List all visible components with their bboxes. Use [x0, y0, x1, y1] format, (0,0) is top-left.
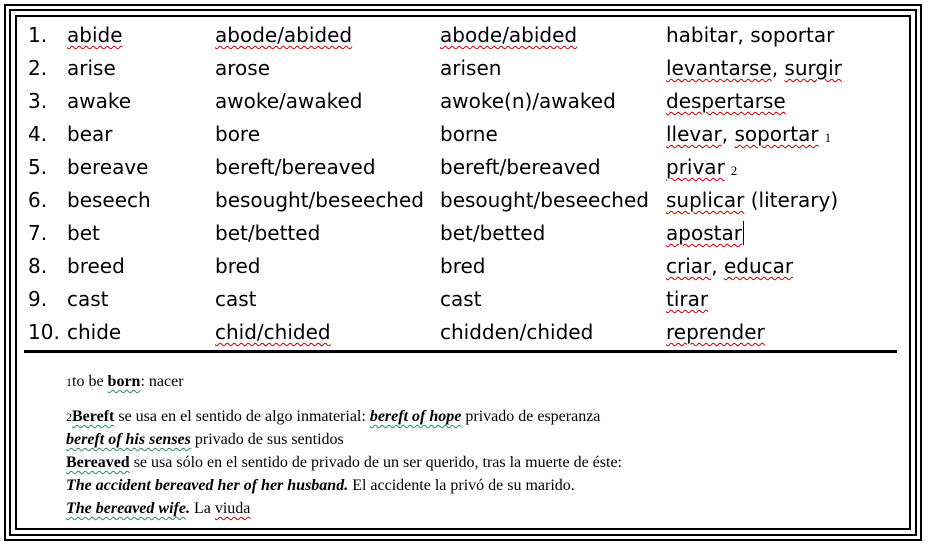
row-number: 6. [28, 188, 48, 212]
past-form: bore [215, 122, 261, 146]
footnote-bold: Bereft [72, 408, 115, 425]
base-form: cast [67, 287, 109, 311]
footnotes [66, 370, 886, 520]
footnote-2-line-2 [66, 428, 886, 451]
footnote-example: The bereaved wife [66, 500, 186, 517]
footnote-2-line-5 [66, 497, 886, 520]
table-row [28, 185, 898, 218]
footnote-bold: Bereaved [66, 454, 130, 471]
participle-form: cast [440, 287, 482, 311]
row-number: 9. [28, 287, 48, 311]
table-row [28, 53, 898, 86]
footnote-2-line-3 [66, 451, 886, 474]
base-form: bear [67, 122, 113, 146]
footnote-marker: 2 [66, 410, 72, 424]
footnote-2-line-4 [66, 474, 886, 497]
base-form: awake [67, 89, 132, 113]
footnote-punctuation: . [185, 500, 190, 517]
past-form: bred [215, 254, 261, 278]
meaning-part: llevar [666, 122, 722, 146]
table-row [28, 218, 898, 251]
meaning-part: suplicar [666, 188, 745, 212]
base-form: beseech [67, 188, 151, 212]
past-form: abode/abided [215, 23, 353, 47]
meaning-part: surgir [784, 56, 842, 80]
past-form: cast [215, 287, 257, 311]
row-number: 8. [28, 254, 48, 278]
footnote-text: se usa en el sentido de algo inmaterial: [114, 408, 370, 425]
participle-form: arisen [440, 56, 502, 80]
meaning-separator: , [771, 56, 785, 80]
footnote-text: to be [72, 373, 108, 390]
meaning: reprender [666, 320, 765, 344]
base-form: chide [67, 320, 122, 344]
base-form: arise [67, 56, 116, 80]
participle-form: abode/abided [440, 23, 578, 47]
meaning: despertarse [666, 89, 786, 113]
participle-form: bred [440, 254, 486, 278]
meaning [666, 218, 744, 248]
meaning-part: privar [666, 155, 725, 179]
table-row [28, 152, 898, 185]
table-row [28, 284, 898, 317]
past-form: bet/betted [215, 221, 321, 245]
participle-form: borne [440, 122, 498, 146]
table-row [28, 317, 898, 350]
participle-form: chidden/chided [440, 320, 594, 344]
meaning-part: criar [666, 254, 712, 278]
row-number: 5. [28, 155, 48, 179]
footnote-reference: 2 [730, 163, 738, 178]
table-row [28, 20, 898, 53]
footnote-word: viuda [214, 500, 251, 517]
footnote-example: bereft of hope [369, 408, 462, 425]
meaning: tirar [666, 287, 709, 311]
past-form: bereft/bereaved [215, 155, 376, 179]
text-cursor [743, 221, 744, 245]
row-number: 4. [28, 122, 48, 146]
past-form: arose [215, 56, 270, 80]
footnote-bold: born [107, 373, 141, 390]
footnote-2 [66, 405, 886, 428]
row-number: 2. [28, 56, 48, 80]
participle-form: besought/beseeched [440, 188, 649, 212]
meaning [666, 251, 793, 281]
meaning [666, 119, 831, 153]
footnote-text: privado de sus sentidos [190, 431, 344, 448]
meaning-part: levantarse [666, 56, 772, 80]
irregular-verbs-table [28, 20, 898, 350]
meaning-part: educar [723, 254, 794, 278]
section-divider [24, 350, 897, 353]
row-number: 3. [28, 89, 48, 113]
base-form: abide [67, 23, 123, 47]
footnote-example: The accident bereaved her of her husband. [66, 477, 349, 494]
past-form: awoke/awaked [215, 89, 363, 113]
base-form: breed [67, 254, 125, 278]
row-number: 10. [28, 320, 60, 344]
participle-form: bet/betted [440, 221, 546, 245]
row-number: 1. [28, 23, 48, 47]
base-form: bereave [67, 155, 149, 179]
footnote-text: : nacer [140, 373, 184, 390]
meaning: habitar, soportar [666, 23, 835, 47]
footnote-marker: 1 [66, 375, 72, 389]
table-row [28, 86, 898, 119]
participle-form: awoke(n)/awaked [440, 89, 616, 113]
footnote-text: se usa sólo en el sentido de privado de un ser querido, tras la muerte de éste: [129, 454, 622, 471]
past-form: besought/beseeched [215, 188, 424, 212]
meaning-part: apostar [666, 221, 742, 245]
past-form: chid/chided [215, 320, 331, 344]
footnote-example: bereft of his senses [66, 431, 191, 448]
footnote-text: El accidente la privó de su marido. [348, 477, 575, 494]
footnote-text: La [189, 500, 215, 517]
footnote-1 [66, 370, 886, 393]
footnote-reference: 1 [824, 130, 832, 145]
meaning-separator: , [711, 254, 724, 278]
row-number: 7. [28, 221, 48, 245]
base-form: bet [67, 221, 100, 245]
meaning-part: soportar [734, 122, 819, 146]
meaning [666, 53, 842, 83]
meaning [666, 152, 737, 186]
table-row [28, 119, 898, 152]
meaning-note: (literary) [744, 188, 839, 212]
footnote-text: privado de esperanza [461, 408, 601, 425]
meaning-separator: , [721, 122, 735, 146]
meaning [666, 185, 838, 215]
participle-form: bereft/bereaved [440, 155, 601, 179]
table-row [28, 251, 898, 284]
